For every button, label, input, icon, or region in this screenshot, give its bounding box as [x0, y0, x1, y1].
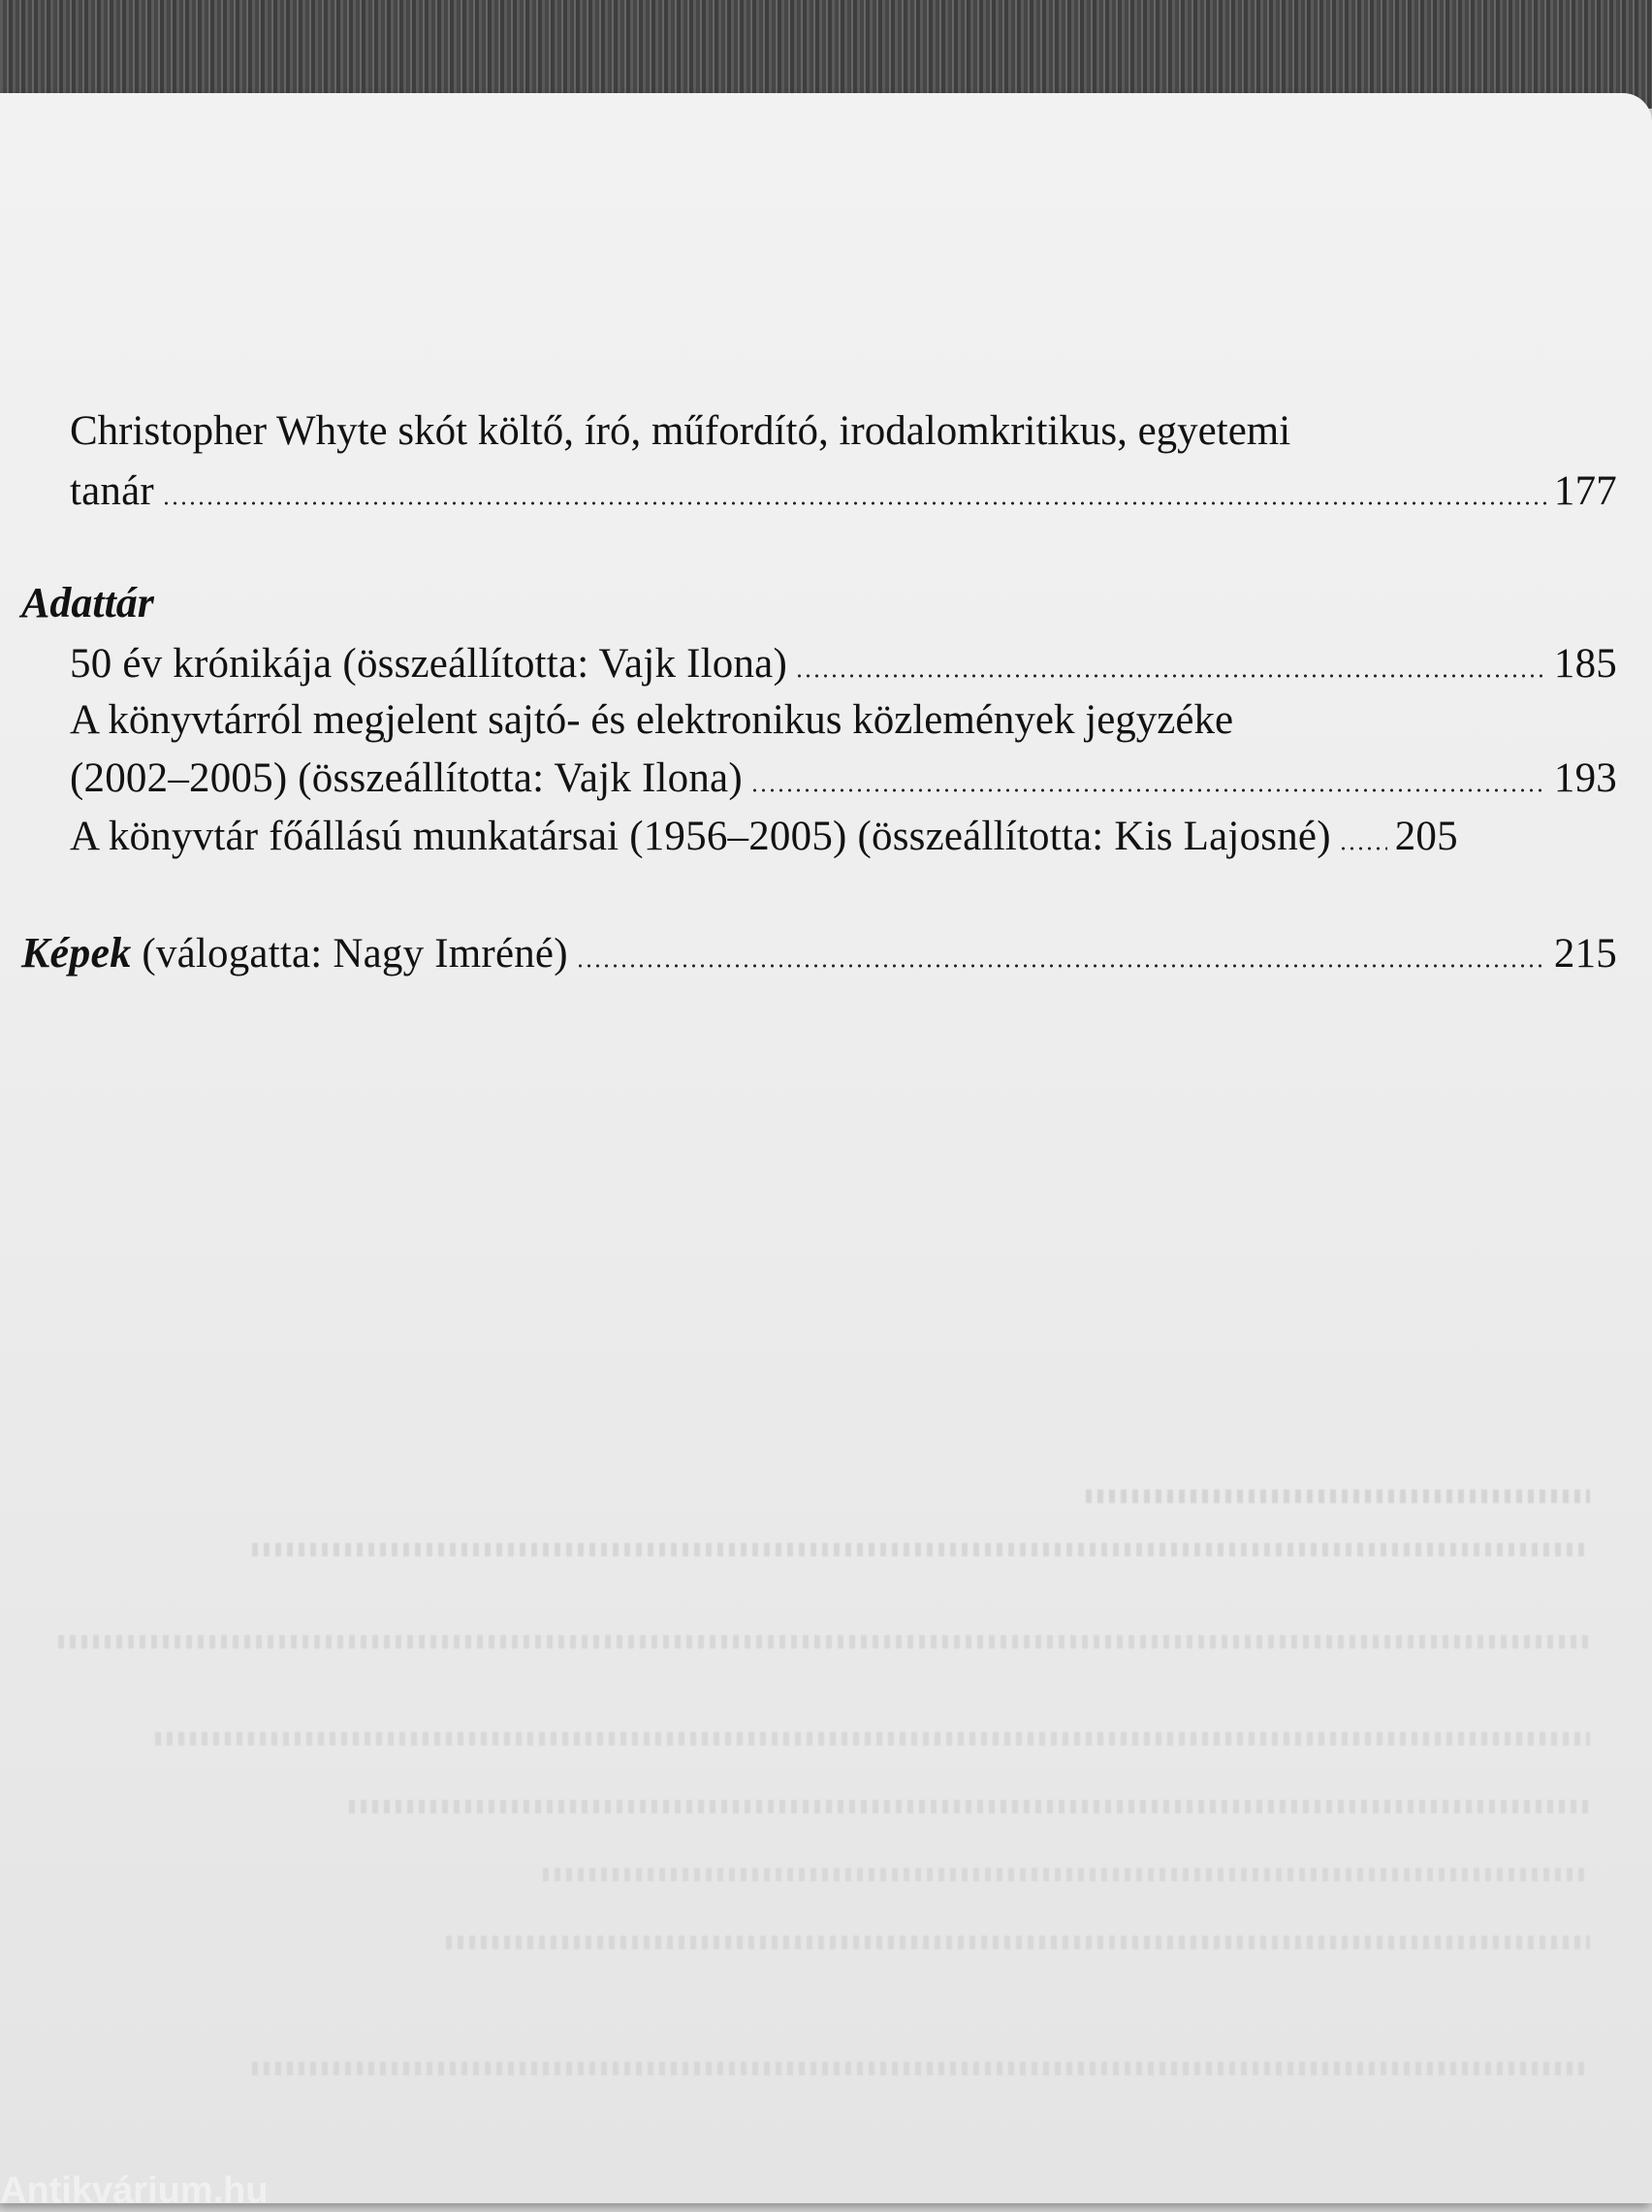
section-heading-adattar: Adattár: [21, 579, 154, 626]
toc-entry-title: [21, 924, 568, 983]
bleed-through-mark: [252, 1543, 1590, 1556]
toc-entry-title: 50 év krónikája (összeállította: Vajk Ilona): [70, 641, 787, 687]
toc-entry-title: A könyvtár főállású munkatársai (1956–2005) (összeállította: Kis Lajosné): [70, 814, 1331, 859]
bleed-through-mark: [58, 1635, 1590, 1649]
toc-entry-kronika: [70, 635, 1617, 693]
leader-dots: [162, 501, 1546, 505]
toc-entry-whyte-line1: Christopher Whyte skót költő, író, műfordító, irodalomkritikus, egyetemi: [70, 408, 1291, 454]
toc-entry-kepek: [21, 924, 1617, 983]
section-heading-kepek: Képek: [21, 929, 132, 977]
bleed-through-mark: [543, 1868, 1590, 1881]
leader-dots: [1339, 847, 1387, 850]
bleed-through-mark: [1086, 1490, 1590, 1503]
page-number: 215: [1553, 931, 1617, 977]
page-number: 185: [1553, 641, 1617, 687]
toc-entry-sajto-line1: A könyvtárról megjelent sajtó- és elektronikus közlemények jegyzéke: [70, 697, 1234, 743]
toc-entry-munkatarsak: [70, 808, 1617, 866]
page-number: 193: [1553, 755, 1617, 801]
leader-dots: [576, 964, 1546, 968]
bleed-through-mark: [349, 1800, 1590, 1813]
page-number: 177: [1553, 468, 1617, 514]
leader-dots: [750, 788, 1546, 792]
toc-entry-title: (2002–2005) (összeállította: Vajk Ilona): [70, 755, 743, 801]
bleed-through-mark: [155, 1732, 1590, 1746]
leader-dots: [795, 674, 1546, 678]
toc-entry-sajto: [70, 750, 1617, 808]
toc-entry-whyte: [70, 463, 1617, 521]
bleed-through-mark: [446, 1936, 1590, 1949]
page-number: 205: [1394, 814, 1458, 859]
toc-entry-title: tanár: [70, 468, 154, 514]
bleed-through-mark: [252, 2062, 1590, 2075]
watermark: Antikvárium.hu: [0, 2170, 269, 2211]
kepek-subtitle: (válogatta: Nagy Imréné): [131, 931, 568, 977]
